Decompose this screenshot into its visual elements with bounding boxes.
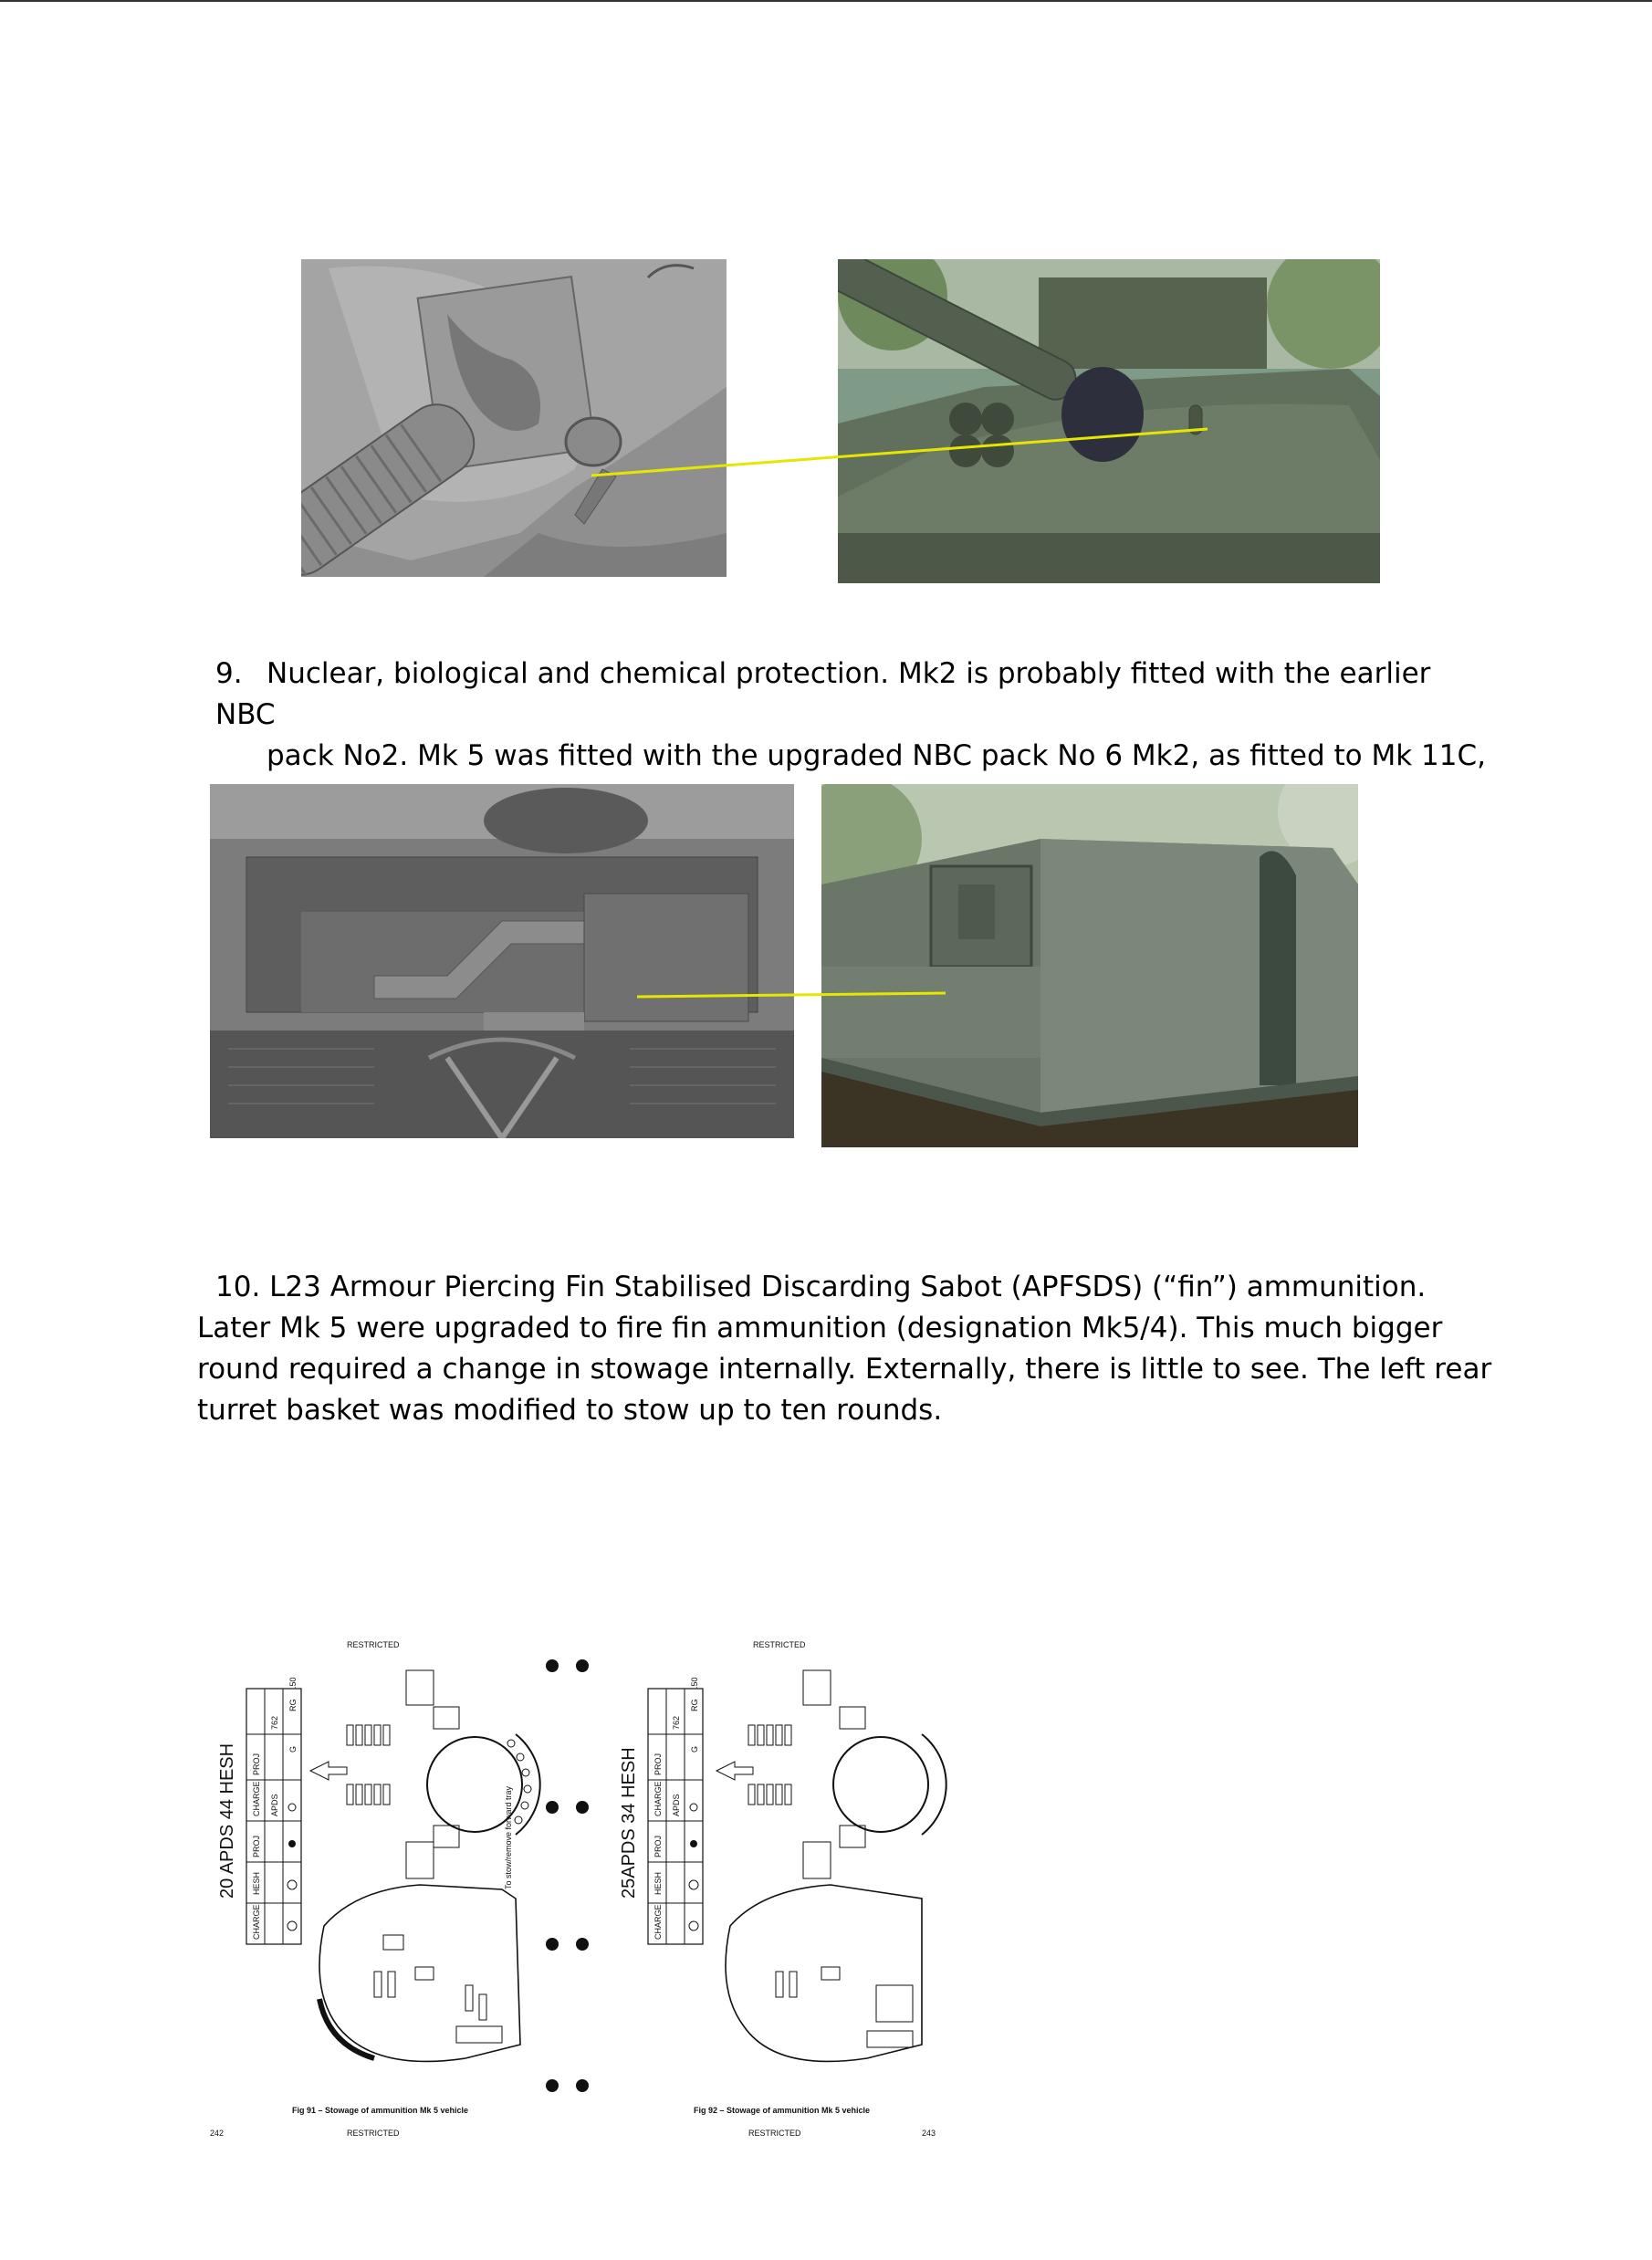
svg-text:RG: RG [690, 1699, 699, 1711]
svg-text:PROJ: PROJ [252, 1835, 261, 1857]
left-tray-note: To stow/remove forward tray [504, 1785, 513, 1889]
svg-text:APDS: APDS [270, 1794, 279, 1816]
left-count-label: 20 APDS 44 HESH [217, 1742, 237, 1899]
section-9-line-1: 9. Nuclear, biological and chemical protection. Mk2 is probably fitted with the earlier NBC [215, 654, 1493, 736]
section-9-line-2: pack No2. Mk 5 was fitted with the upgraded NBC pack No 6 Mk2, as fitted to Mk 11C, [267, 739, 1486, 772]
svg-text:CHARGE: CHARGE [252, 1904, 261, 1940]
svg-text:PROJ: PROJ [252, 1753, 261, 1775]
right-restricted-bottom: RESTRICTED [748, 2129, 801, 2138]
svg-text:HESH: HESH [252, 1871, 261, 1895]
svg-text:CHARGE: CHARGE [653, 1904, 663, 1940]
section-10-line-2: Later Mk 5 were upgraded to fire fin ammunition (designation Mk5/4). This much bigger [197, 1312, 1443, 1344]
left-restricted-bottom: RESTRICTED [347, 2129, 400, 2138]
right-restricted-top: RESTRICTED [753, 1640, 806, 1649]
right-stowage-table [648, 1677, 703, 1944]
svg-text:HESH: HESH [653, 1871, 663, 1895]
ammo-stowage-scan [201, 1625, 949, 2172]
render-mantlet-image [301, 259, 727, 577]
right-hull-outline [726, 1885, 922, 2061]
render-nbc-pack-image [210, 784, 794, 1138]
photo-nbc-pack-image [821, 784, 1358, 1147]
svg-text:APDS: APDS [672, 1794, 681, 1816]
svg-text:762: 762 [270, 1715, 279, 1730]
left-scan-page [210, 1640, 540, 2138]
left-scan-caption: Fig 91 – Stowage of ammunition Mk 5 vehicle [292, 2106, 469, 2115]
section-10-paragraph [197, 1267, 1511, 1431]
right-scan-page-number: 243 [922, 2129, 936, 2138]
svg-text:PROJ: PROJ [653, 1835, 663, 1857]
svg-text:CHARGE: CHARGE [653, 1781, 663, 1816]
section-10-line-4: turret basket was modified to stow up to ten rounds. [197, 1394, 943, 1427]
svg-text:RG: RG [288, 1699, 298, 1711]
left-hull-outline [319, 1885, 520, 2061]
svg-text:CHARGE: CHARGE [252, 1781, 261, 1816]
svg-text:762: 762 [672, 1715, 681, 1730]
binding-holes [546, 1659, 589, 2092]
svg-text:G: G [288, 1745, 298, 1753]
svg-text:PROJ: PROJ [653, 1753, 663, 1775]
right-scan-page [619, 1640, 946, 2138]
svg-text:.50: .50 [288, 1677, 298, 1689]
section-10-line-3: round required a change in stowage internally. Externally, there is little to see. The left rear [197, 1353, 1492, 1386]
section-10-line-1: 10. L23 Armour Piercing Fin Stabilised Discarding Sabot (APFSDS) (“fin”) ammunition. [215, 1271, 1427, 1303]
svg-text:.50: .50 [690, 1677, 699, 1689]
right-count-label: 25APDS 34 HESH [619, 1747, 639, 1899]
section-9-number: 9. [215, 657, 243, 690]
left-stowage-table [246, 1677, 301, 1944]
right-scan-caption: Fig 92 – Stowage of ammunition Mk 5 vehicle [694, 2106, 871, 2115]
photo-turret-image [838, 259, 1380, 583]
left-restricted-top: RESTRICTED [347, 1640, 400, 1649]
left-scan-page-number: 242 [210, 2129, 225, 2138]
page-top-border [0, 0, 1652, 2]
svg-text:G: G [690, 1745, 699, 1753]
